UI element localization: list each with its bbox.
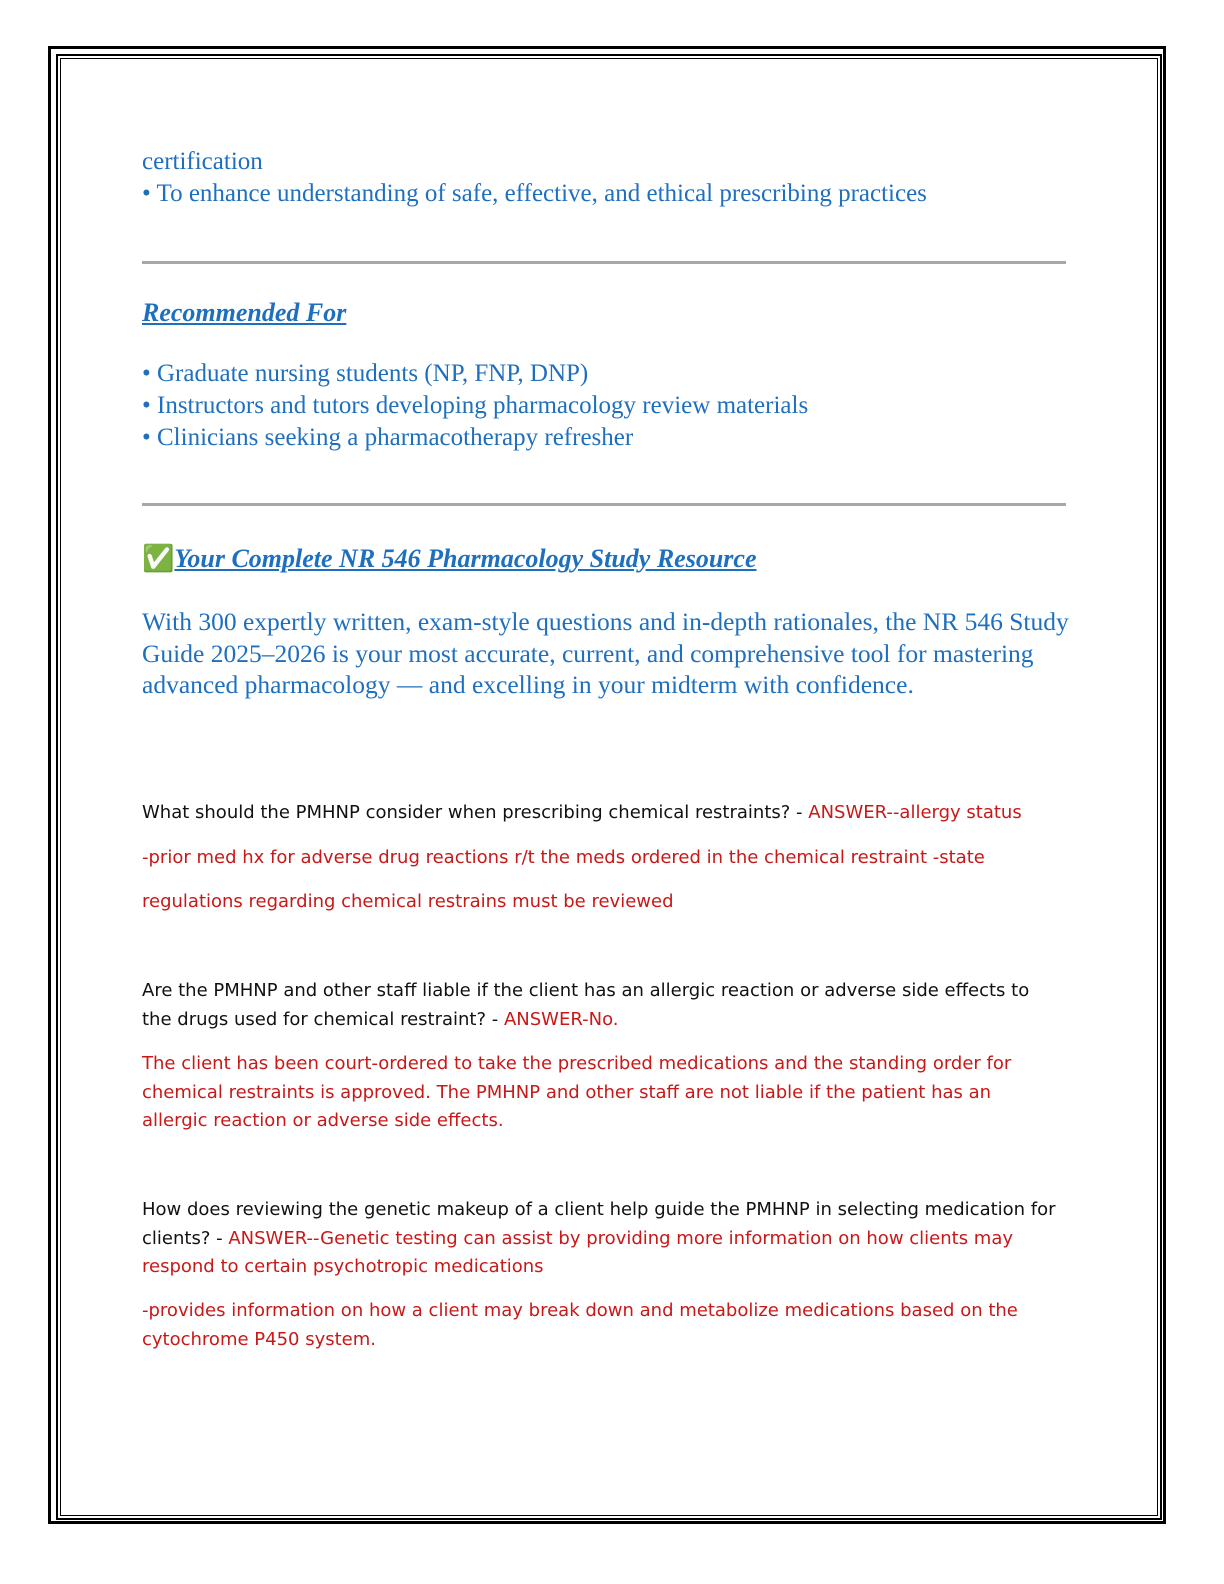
recommended-item: • Instructors and tutors developing pharmacology review materials xyxy=(142,392,809,419)
answer-detail: The client has been court-ordered to take the prescribed medications and the standing order for chemical restraints is approved. The PMHNP and other staff are not liable if the patient has an allergic reaction or adverse side effects. xyxy=(142,1053,1012,1131)
question-text: Are the PMHNP and other staff liable if the client has an allergic reaction or adverse side effects to the drugs used for chemical restraint? - xyxy=(142,980,1030,1030)
resource-heading-text: Your Complete NR 546 Pharmacology Study Resource xyxy=(174,544,757,573)
recommended-item: • Clinicians seeking a pharmacotherapy refresher xyxy=(142,424,634,451)
qa-question-2 xyxy=(142,977,1062,1034)
divider-1 xyxy=(142,261,1066,264)
intro-line-2: • To enhance understanding of safe, effective, and ethical prescribing practices xyxy=(142,180,927,207)
answer-detail: -provides information on how a client may break down and metabolize medications based on the cytochrome P450 system. xyxy=(142,1300,1018,1350)
answer-detail: -prior med hx for adverse drug reactions r/t the meds ordered in the chemical restraint -state xyxy=(142,847,985,868)
resource-summary: With 300 expertly written, exam-style questions and in-depth rationales, the NR 546 Study Guide 2025–2026 is your most accurate, current, and comprehensive tool for mastering advanced pharmacology — and excelling in your midterm with confidence. xyxy=(142,607,1069,699)
intro-line-1: certification xyxy=(142,148,263,175)
answer-text: ANSWER--allergy status xyxy=(808,802,1022,823)
qa-question-3 xyxy=(142,1196,1062,1282)
question-text: How does reviewing the genetic makeup of a client help guide the PMHNP in selecting medication for clients? - xyxy=(142,1199,1056,1249)
recommended-item: • Graduate nursing students (NP, FNP, DNP) xyxy=(142,360,589,387)
answer-text: ANSWER--Genetic testing can assist by providing more information on how clients may respond to certain psychotropic medications xyxy=(142,1227,1014,1277)
question-text: What should the PMHNP consider when prescribing chemical restraints? - xyxy=(142,802,809,823)
check-mark-icon: ✅ xyxy=(142,544,175,573)
divider-2 xyxy=(142,503,1066,506)
answer-detail: regulations regarding chemical restrains must be reviewed xyxy=(142,891,674,912)
answer-text: ANSWER-No. xyxy=(503,1008,619,1030)
resource-heading xyxy=(142,544,757,574)
recommended-heading: Recommended For xyxy=(142,298,347,327)
qa-question-1 xyxy=(142,799,1062,828)
